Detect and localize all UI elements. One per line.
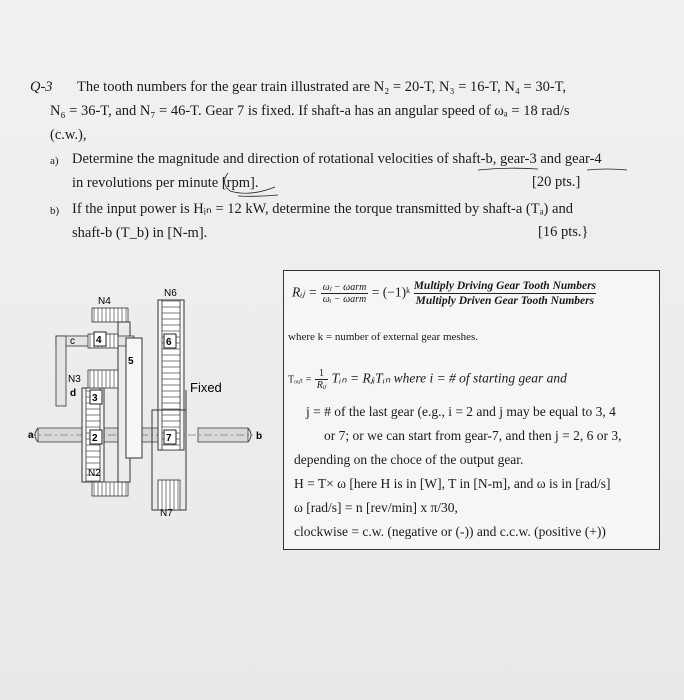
j-definition-3: depending on the choce of the output gear. (294, 452, 524, 467)
part-a-label: a) (50, 155, 59, 167)
question-line-2: N₆ = 36-T, and N₇ = 46-T. Gear 7 is fixed. If shaft-a has an angular speed of ωₐ = 18 rad/s (50, 103, 570, 119)
label-gear-7: 7 (166, 433, 172, 444)
j-definition-1: j = # of the last gear (e.g., i = 2 and j may be equal to 3, 4 (306, 404, 616, 419)
omega-conversion: ω [rad/s] = n [rev/min] x π/30, (294, 500, 458, 515)
ratio-lhs: Rᵢⱼ = (292, 284, 318, 300)
part-b-line-1: If the input power is Hᵢₙ = 12 kW, determine the torque transmitted by shaft-a (Tₐ) and (72, 201, 573, 217)
power-equation: H = T× ω [here H is in [W], T in [N-m], and ω is in [rad/s] (294, 476, 611, 491)
rotation-sign-convention: clockwise = c.w. (negative or (-)) and c.c.w. (positive (+)) (294, 524, 606, 539)
torque-lhs: Tₒᵤₜ = (288, 374, 312, 386)
question-number: Q-3 (30, 79, 53, 95)
label-n6: N6 (164, 288, 177, 299)
label-n7: N7 (160, 508, 173, 519)
label-shaft-a: a (28, 430, 34, 441)
label-n3: N3 (68, 374, 81, 385)
label-n4: N4 (98, 296, 111, 307)
part-a-line-1: Determine the magnitude and direction of rotational velocities of shaft-b, gear-3 and gear-4 (72, 151, 602, 167)
label-shaft-b: b (256, 431, 263, 442)
part-a-line-2: in revolutions per minute [rpm]. (72, 175, 259, 191)
torque-fraction: $\frac{1}{\text{Rᵢⱼ}}$ (316, 368, 327, 391)
label-n2: N2 (88, 468, 101, 479)
label-fixed: Fixed (190, 380, 222, 395)
j-definition-2: or 7; or we can start from gear-7, and then j = 2, 6 or 3, (324, 428, 622, 443)
k-definition: where k = number of external gear meshes. (288, 331, 479, 343)
torque-rest: Tᵢₙ = RⱼᵢTᵢₙ where i = # of starting gear and (331, 370, 567, 386)
part-b-label: b) (50, 205, 60, 217)
ratio-speed-fraction: $\frac{\text{ωⱼ − ωarm}}{\text{ωᵢ − ωarm}}$ (322, 282, 367, 305)
ratio-sign-term: = (−1)ᵏ (371, 284, 411, 300)
part-b-points: [16 pts.} (538, 224, 589, 240)
label-gear-2: 2 (92, 433, 98, 444)
ratio-tooth-fraction: $\frac{\text{Multiply Driving Gear Tooth Numbers}}{\text{Multiply Driven Gear Tooth Numbers}}$ (413, 280, 597, 307)
label-d: d (70, 388, 77, 399)
label-gear-4: 4 (96, 335, 102, 346)
label-gear-5: 5 (128, 356, 134, 367)
label-gear-6: 6 (166, 337, 172, 348)
label-c: c (70, 336, 75, 347)
gear-train-diagram (28, 280, 288, 530)
question-line-3: (c.w.), (50, 127, 87, 143)
formula-box (283, 270, 660, 550)
part-a-points: [20 pts.] (532, 174, 581, 190)
part-b-line-2: shaft-b (T_b) in [N-m]. (72, 225, 208, 241)
question-line-1: The tooth numbers for the gear train illustrated are N₂ = 20-T, N₃ = 16-T, N₄ = 30-T, (77, 79, 567, 95)
label-gear-3: 3 (92, 393, 98, 404)
